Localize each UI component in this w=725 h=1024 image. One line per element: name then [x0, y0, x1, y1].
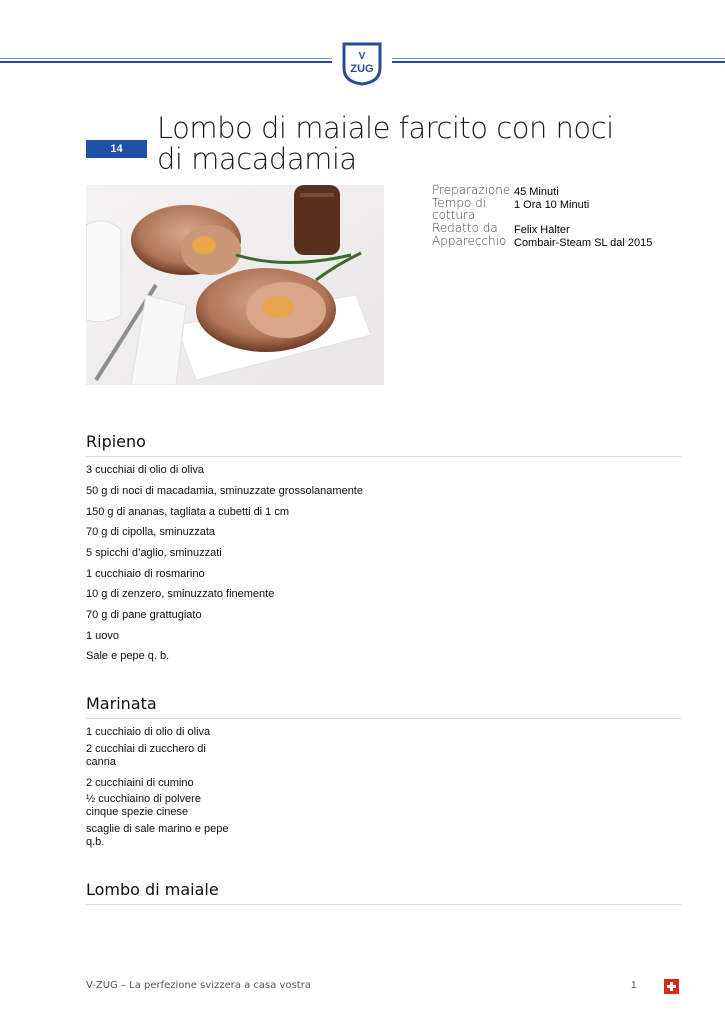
recipe-number-badge: 14: [86, 140, 147, 158]
ingredient-item: 3 cucchiai di olio di oliva: [86, 464, 205, 476]
svg-text:ZUG: ZUG: [350, 63, 374, 75]
brand-logo: [342, 42, 382, 86]
recipe-photo: [86, 185, 384, 385]
ingredient-item: scaglie di sale marino e pepe q.b.: [86, 823, 229, 848]
swiss-flag-icon: [664, 979, 679, 994]
ingredient-item: 1 cucchiaio di olio di oliva: [86, 726, 211, 738]
meta-value-appliance: Combair-Steam SL dal 2015: [514, 237, 653, 249]
ingredient-item: 70 g di pane grattugiato: [86, 609, 202, 621]
meta-label-appliance: Apparecchio: [432, 234, 507, 248]
ingredient-item: Sale e pepe q. b.: [86, 650, 170, 662]
ingredient-item: 1 uovo: [86, 630, 120, 642]
section-divider: [86, 904, 681, 905]
meta-label-author: Redatto da: [432, 221, 498, 235]
ingredient-item: 1 cucchiaio di rosmarino: [86, 568, 205, 580]
meta-label-prep: Preparazione: [432, 183, 511, 197]
ingredient-item: 70 g di cipolla, sminuzzata: [86, 526, 216, 538]
footer-tagline: V-ZUG – La perfezione svizzera a casa vostra: [86, 980, 311, 991]
ingredient-item: 5 spicchi d’aglio, sminuzzati: [86, 547, 222, 559]
ingredient-item: 10 g di zenzero, sminuzzato finemente: [86, 588, 275, 600]
meta-value-cook: 1 Ora 10 Minuti: [514, 199, 590, 211]
svg-text:V: V: [358, 51, 366, 62]
meta-value-author: Felix Halter: [514, 224, 570, 236]
section-divider: [86, 456, 681, 457]
ingredient-item: ½ cucchiaino di polvere cinque spezie cinese: [86, 793, 201, 818]
ingredient-item: 150 g di ananas, tagliata a cubetti di 1 cm: [86, 506, 290, 518]
ingredient-item: 2 cucchiaini di cumino: [86, 777, 194, 789]
ingredient-item: 50 g di noci di macadamia, sminuzzate grossolanamente: [86, 485, 363, 497]
section-title-ripieno: Ripieno: [86, 432, 146, 451]
section-title-marinata: Marinata: [86, 694, 157, 713]
meta-label-cook: Tempo di cottura: [432, 196, 487, 222]
meta-value-prep: 45 Minuti: [514, 186, 559, 198]
recipe-title: Lombo di maiale farcito con noci di macadamia: [157, 111, 614, 176]
page-number: 1: [631, 980, 637, 991]
section-divider: [86, 718, 681, 719]
ingredient-item: 2 cucchiai di zucchero di canna: [86, 743, 206, 768]
section-title-lombo: Lombo di maiale: [86, 880, 219, 899]
